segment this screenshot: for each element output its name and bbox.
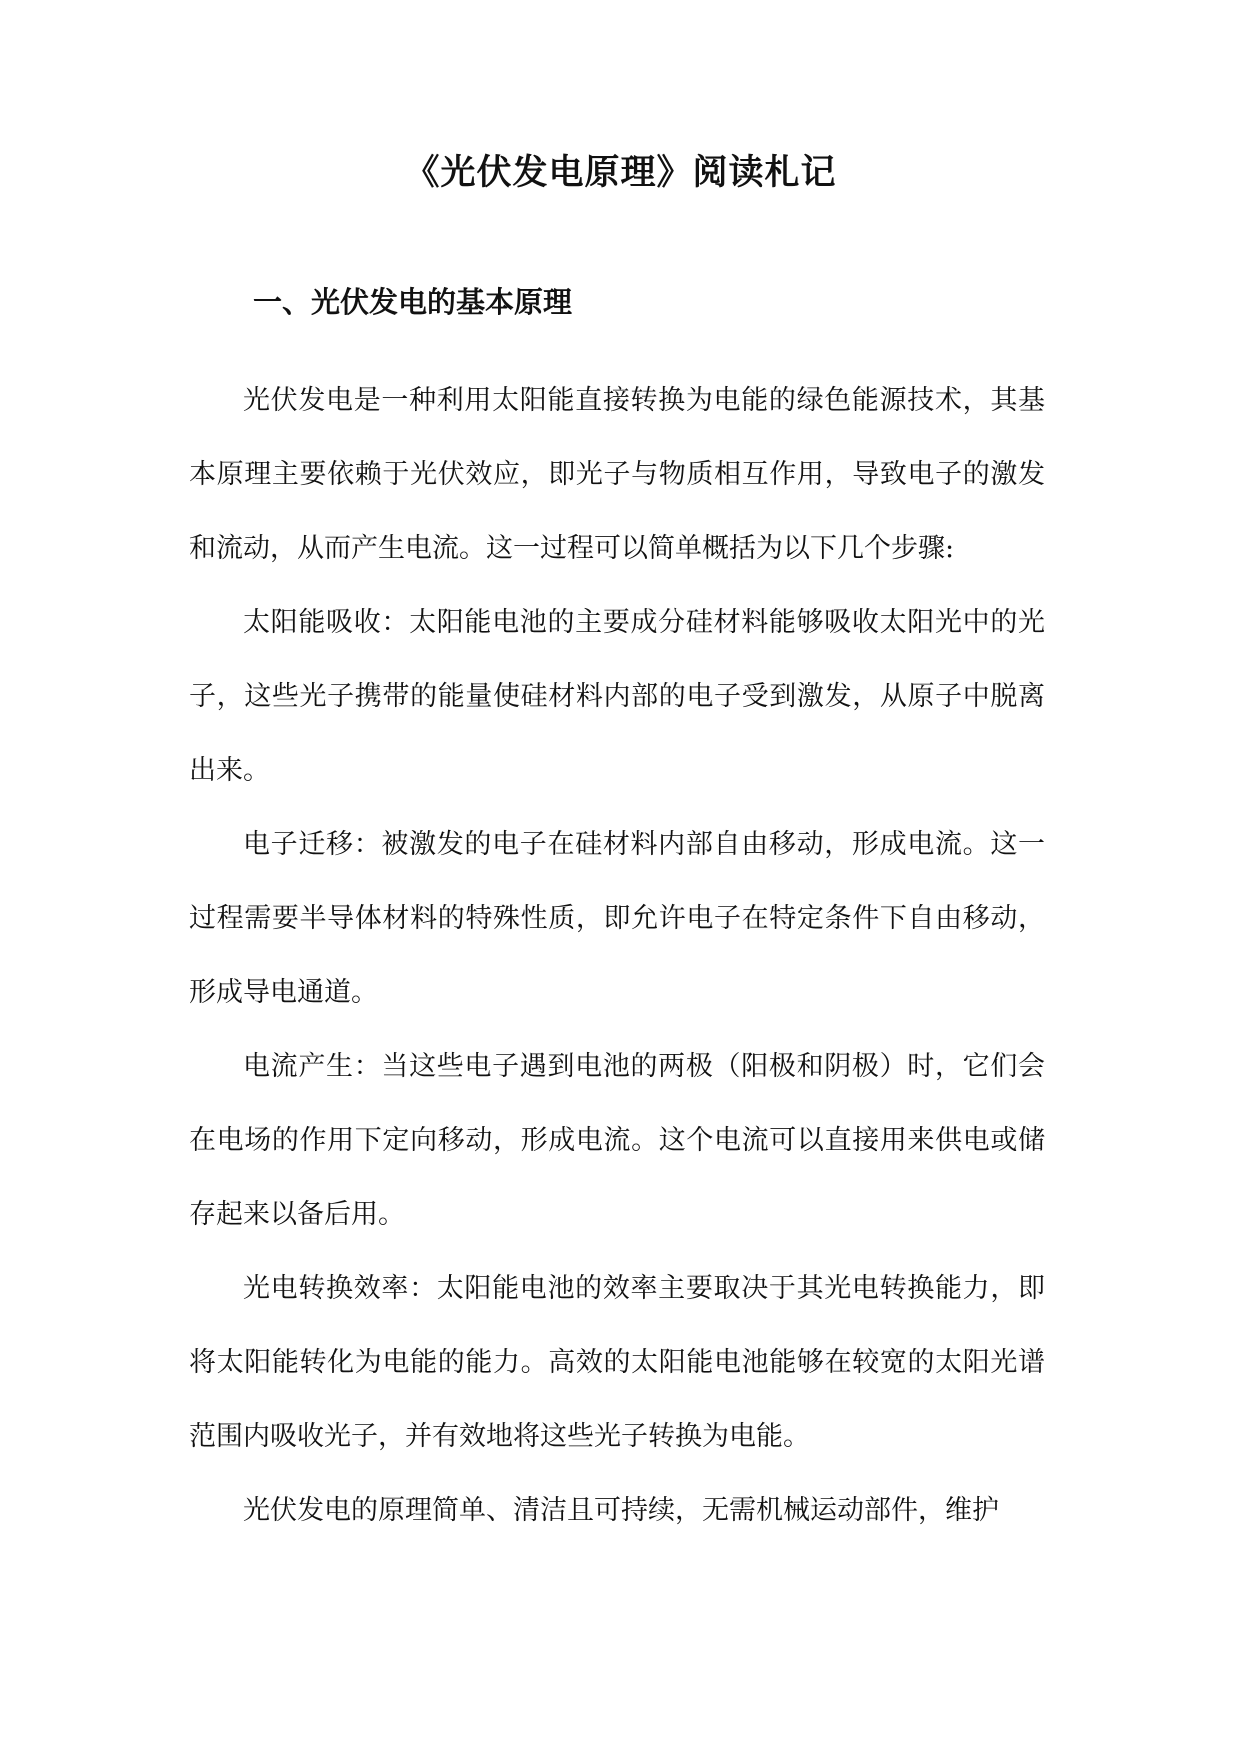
- paragraph-solar-absorption: 太阳能吸收：太阳能电池的主要成分硅材料能够吸收太阳光中的光子，这些光子携带的能量使硅材料内部的电子受到激发，从原子中脱离出来。: [189, 607, 1045, 786]
- section-heading: 一、光伏发电的基本原理: [253, 285, 573, 319]
- paragraph-intro: 光伏发电是一种利用太阳能直接转换为电能的绿色能源技术，其基本原理主要依赖于光伏效应，即光子与物质相互作用，导致电子的激发和流动，从而产生电流。这一过程可以简单概括为以下几个步骤:: [189, 385, 1045, 564]
- paragraph-conversion-efficiency: 光电转换效率：太阳能电池的效率主要取决于其光电转换能力，即将太阳能转化为电能的能力。高效的太阳能电池能够在较宽的太阳光谱范围内吸收光子，并有效地将这些光子转换为电能。: [189, 1273, 1045, 1452]
- paragraph-current-generation: 电流产生：当这些电子遇到电池的两极（阳极和阴极）时，它们会在电场的作用下定向移动，形成电流。这个电流可以直接用来供电或储存起来以备后用。: [189, 1051, 1045, 1230]
- paragraph-summary: 光伏发电的原理简单、清洁且可持续，无需机械运动部件，维护: [243, 1495, 999, 1526]
- paragraph-electron-migration: 电子迁移：被激发的电子在硅材料内部自由移动，形成电流。这一过程需要半导体材料的特殊性质，即允许电子在特定条件下自由移动，形成导电通道。: [189, 829, 1045, 1008]
- section-body: [189, 364, 1045, 1548]
- document-title: 《光伏发电原理》阅读札记: [404, 152, 837, 193]
